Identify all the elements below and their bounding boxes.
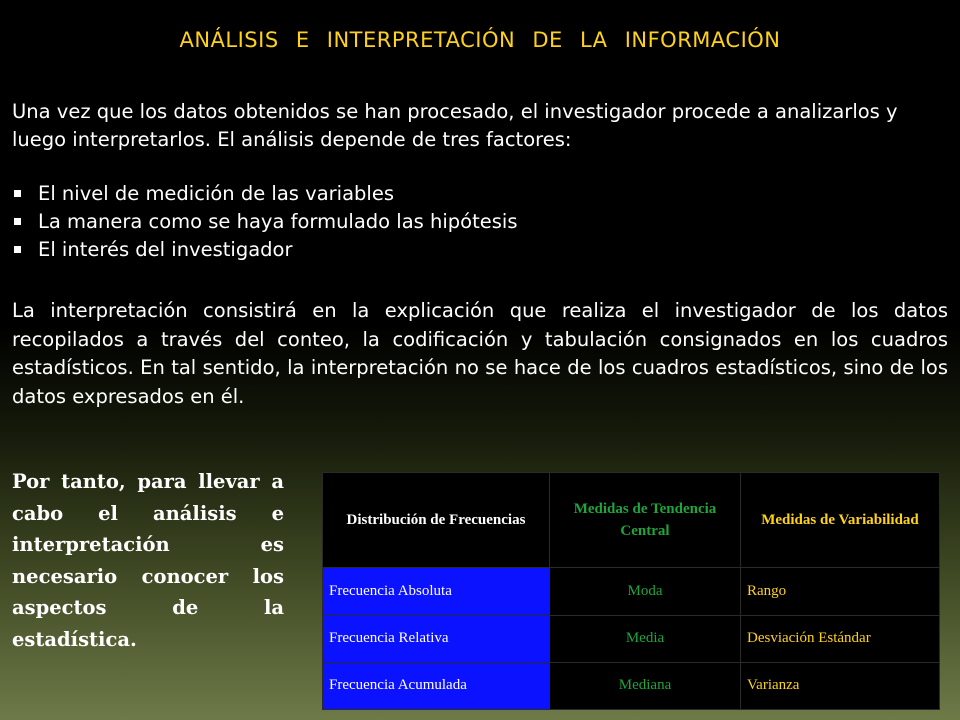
cell-central-tendency: Moda <box>550 568 741 615</box>
list-item <box>12 180 912 208</box>
table-row <box>323 568 940 615</box>
list-item-text: El interés del investigador <box>38 238 293 261</box>
square-bullet-icon <box>14 190 21 197</box>
cell-variability: Desviación Estándar <box>741 615 940 662</box>
square-bullet-icon <box>14 246 21 253</box>
cell-variability: Rango <box>741 568 940 615</box>
list-item-text: La manera como se haya formulado las hipótesis <box>38 210 518 233</box>
factors-list <box>12 180 912 264</box>
table-row <box>323 662 940 709</box>
header-variability: Medidas de Variabilidad <box>741 473 940 568</box>
cell-central-tendency: Media <box>550 615 741 662</box>
statistics-table <box>322 472 940 710</box>
square-bullet-icon <box>14 218 21 225</box>
header-frequency-distribution: Distribución de Frecuencias <box>323 473 550 568</box>
list-item <box>12 236 912 264</box>
list-item-text: El nivel de medición de las variables <box>38 182 394 205</box>
cell-frequency: Frecuencia Acumulada <box>323 662 550 709</box>
slide-title: ANÁLISIS E INTERPRETACIÓN DE LA INFORMACIÓN <box>179 28 781 52</box>
cell-frequency: Frecuencia Absoluta <box>323 568 550 615</box>
intro-paragraph: Una vez que los datos obtenidos se han procesado, el investigador procede a analizarlos y luego interpretarlos. El análisis depende de tres factores: <box>12 100 898 151</box>
interpretation-paragraph: La interpretación consistirá en la explicación que realiza el investigador de los datos recopilados a través del conteo, la codificación y tabulación consignados en los cuadros estadísticos. En tal sentido, la interpretación no se hace de los cuadros estadísticos, sino de los datos expresados en él. <box>12 299 948 408</box>
cell-central-tendency: Mediana <box>550 662 741 709</box>
table-row <box>323 615 940 662</box>
cell-frequency: Frecuencia Relativa <box>323 615 550 662</box>
table-header-row <box>323 473 940 568</box>
header-central-tendency: Medidas de Tendencia Central <box>550 473 741 568</box>
statistics-note: Por tanto, para llevar a cabo el análisis e interpretación es necesario conocer los aspectos de la estadística. <box>12 470 284 651</box>
list-item <box>12 208 912 236</box>
cell-variability: Varianza <box>741 662 940 709</box>
